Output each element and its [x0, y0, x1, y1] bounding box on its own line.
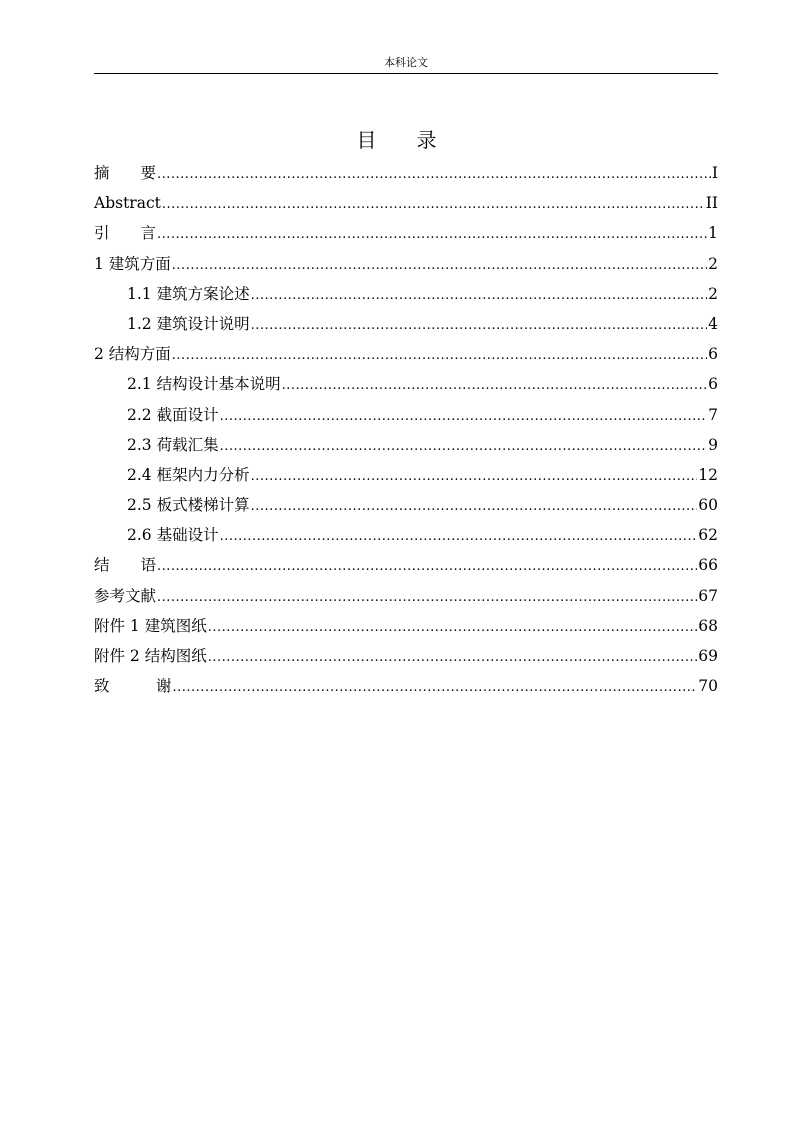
toc-entry-label: Abstract [94, 194, 161, 213]
toc-entry-section-2-1[interactable] [94, 369, 718, 399]
dot-leader [157, 220, 707, 250]
toc-entry-section-2-4[interactable] [94, 460, 718, 490]
toc-entry-label: 1 建筑方面 [94, 254, 171, 273]
toc-entry-label: 2.4 框架内力分析 [127, 465, 250, 484]
toc-entry-label: 2.2 截面设计 [127, 405, 219, 424]
dot-leader [251, 311, 708, 341]
toc-entry-page: 70 [698, 677, 718, 696]
toc-entry-label: 引 言 [94, 224, 157, 243]
toc-entry-label: 2 结构方面 [94, 345, 171, 364]
toc-entry-page: 9 [708, 435, 718, 454]
dot-leader [172, 251, 707, 281]
toc-entry-label: 2.3 荷载汇集 [127, 435, 219, 454]
toc-entry-page: 7 [708, 405, 718, 424]
dot-leader [220, 522, 698, 552]
toc-entry-page: 4 [708, 314, 718, 333]
dot-leader [208, 643, 698, 673]
toc-entry-abstract-cn[interactable] [94, 158, 718, 188]
toc-entry-page: II [705, 194, 718, 213]
toc-entry-page: 2 [708, 254, 718, 273]
toc-entry-label: 结 语 [94, 556, 157, 575]
toc-entry-section-2-5[interactable] [94, 490, 718, 520]
toc-entry-abstract-en[interactable] [94, 188, 718, 218]
toc-title [0, 128, 793, 152]
toc-entry-section-2-3[interactable] [94, 430, 718, 460]
toc-entry-label: 2.5 板式楼梯计算 [127, 496, 250, 515]
toc-entry-page: 68 [698, 616, 718, 635]
toc-entry-section-2-6[interactable] [94, 520, 718, 550]
dot-leader [251, 462, 698, 492]
dot-leader [157, 160, 711, 190]
toc-entry-label: 致 谢 [94, 677, 172, 696]
dot-leader [282, 371, 708, 401]
toc-entry-section-1-2[interactable] [94, 309, 718, 339]
header-rule [94, 73, 718, 74]
toc-entry-label: 2.6 基础设计 [127, 526, 219, 545]
toc-entry-section-2-2[interactable] [94, 400, 718, 430]
toc-entry-appendix-1[interactable] [94, 611, 718, 641]
dot-leader [157, 583, 697, 613]
dot-leader [172, 341, 707, 371]
dot-leader [208, 613, 698, 643]
toc-title-left: 目 [356, 128, 377, 152]
dot-leader [251, 492, 698, 522]
toc-entry-page: 67 [698, 586, 718, 605]
toc-entry-conclusion[interactable] [94, 550, 718, 580]
dot-leader [157, 552, 697, 582]
toc-entry-page: 6 [708, 345, 718, 364]
toc-entry-section-1-1[interactable] [94, 279, 718, 309]
toc-entry-chapter-1[interactable] [94, 249, 718, 279]
toc-entry-page: 2 [708, 284, 718, 303]
toc-entry-label: 1.2 建筑设计说明 [127, 314, 250, 333]
toc-entry-label: 附件 1 建筑图纸 [94, 616, 207, 635]
toc-entry-appendix-2[interactable] [94, 641, 718, 671]
toc-entry-references[interactable] [94, 581, 718, 611]
toc-entry-page: 6 [708, 375, 718, 394]
toc-entry-page: 62 [698, 526, 718, 545]
toc-entry-page: 69 [698, 647, 718, 665]
dot-leader [220, 432, 708, 462]
dot-leader [251, 281, 708, 311]
toc-entry-page: 66 [698, 556, 718, 575]
toc-entry-label: 1.1 建筑方案论述 [127, 284, 250, 303]
toc-entry-introduction[interactable] [94, 218, 718, 248]
toc-entry-label: 摘 要 [94, 164, 157, 182]
toc-entry-label: 附件 2 结构图纸 [94, 647, 207, 665]
dot-leader [220, 402, 708, 432]
toc-entry-page: 12 [698, 465, 718, 484]
toc-entry-acknowledgements[interactable] [94, 671, 718, 701]
toc-entry-label: 2.1 结构设计基本说明 [127, 375, 281, 394]
dot-leader [162, 190, 705, 220]
toc-entry-label: 参考文献 [94, 586, 157, 605]
toc-title-right: 录 [416, 128, 437, 152]
toc-entry-chapter-2[interactable] [94, 339, 718, 369]
toc-entry-page: 60 [698, 496, 718, 515]
dot-leader [173, 673, 698, 703]
toc-entry-page: I [711, 164, 718, 182]
table-of-contents [94, 158, 718, 701]
toc-entry-page: 1 [708, 224, 718, 243]
running-header: 本科论文 [384, 56, 428, 69]
